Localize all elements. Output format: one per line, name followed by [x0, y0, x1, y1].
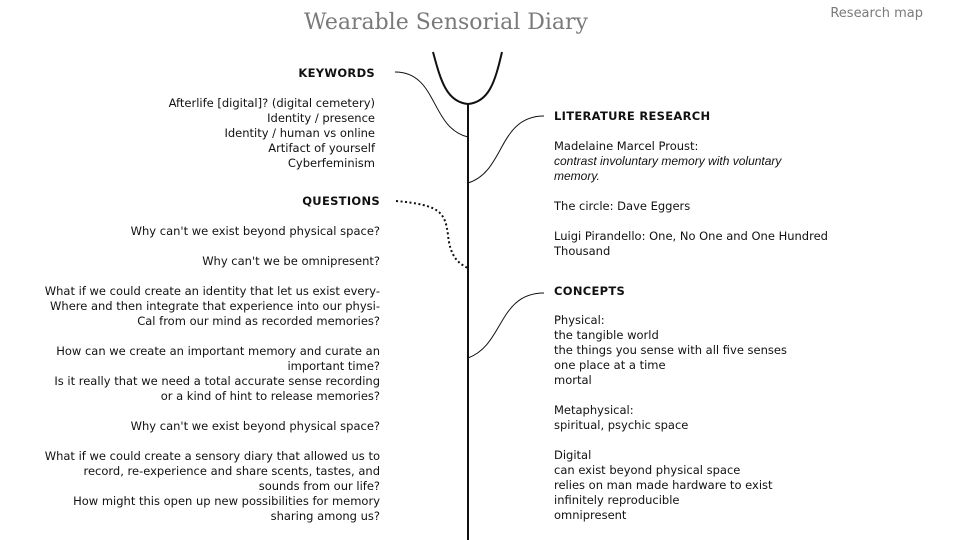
concept-metaphysical-line: spiritual, psychic space — [554, 418, 689, 432]
concepts-heading: CONCEPTS — [554, 284, 626, 298]
questions-list — [45, 224, 380, 524]
concept-physical-line: mortal — [554, 373, 592, 387]
literature-connector — [468, 116, 544, 183]
literature-proust-title: Madelaine Marcel Proust: — [554, 139, 699, 153]
literature-pirandello: Luigi Pirandello: One, No One and One Hundred — [554, 229, 828, 243]
concept-digital-line: infinitely reproducible — [554, 493, 680, 507]
concepts-connector — [468, 293, 544, 358]
question-line: Cal from our mind as recorded memories? — [137, 314, 380, 328]
keywords-connector — [395, 72, 468, 137]
keywords-list — [169, 96, 375, 171]
concept-digital-line: can exist beyond physical space — [554, 463, 741, 477]
keyword-item: Identity / presence — [267, 111, 375, 125]
concept-digital-line: relies on man made hardware to exist — [554, 478, 773, 492]
question-line: How can we create an important memory and curate an — [56, 344, 380, 358]
literature-pirandello: Thousand — [554, 244, 611, 258]
concepts-list — [554, 313, 787, 523]
page-title: Wearable Sensorial Diary — [304, 10, 588, 35]
keywords-heading: KEYWORDS — [298, 66, 375, 80]
concept-metaphysical-line: Metaphysical: — [554, 403, 634, 417]
question-line: sounds from our life? — [258, 479, 380, 493]
keyword-item: Afterlife [digital]? (digital cemetery) — [168, 96, 375, 110]
literature-eggers: The circle: Dave Eggers — [554, 199, 691, 213]
question-line: record, re-experience and share scents, tastes, and — [83, 464, 380, 478]
question-line: or a kind of hint to release memories? — [160, 389, 380, 403]
question-line: What if we could create an identity that let us exist every- — [44, 284, 380, 298]
question-line: Why can't we exist beyond physical space? — [130, 224, 380, 238]
question-line: sharing among us? — [270, 509, 380, 523]
keyword-item: Cyberfeminism — [287, 156, 375, 170]
concept-physical-line: the things you sense with all five senses — [554, 343, 787, 357]
concept-physical-line: one place at a time — [554, 358, 666, 372]
concept-physical-line: Physical: — [554, 313, 605, 327]
concept-digital-line: omnipresent — [554, 508, 627, 522]
literature-heading: LITERATURE RESEARCH — [554, 109, 711, 123]
question-line: Is it really that we need a total accurate sense recording — [54, 374, 380, 388]
concept-physical-line: the tangible world — [554, 328, 659, 342]
question-line: What if we could create a sensory diary that allowed us to — [44, 449, 380, 463]
y-fork — [433, 52, 502, 104]
questions-heading: QUESTIONS — [302, 194, 380, 208]
keyword-item: Identity / human vs online — [224, 126, 375, 140]
question-line: Why can't we exist beyond physical space? — [130, 419, 380, 433]
question-line: How might this open up new possibilities for memory — [73, 494, 380, 508]
research-map-label: Research map — [830, 6, 923, 21]
literature-proust-note: contrast involuntary memory with voluntary — [554, 154, 782, 168]
literature-proust-note: memory. — [554, 169, 600, 183]
literature-list — [554, 139, 828, 259]
question-line: Where and then integrate that experience into our physi- — [50, 299, 380, 313]
questions-connector — [396, 201, 468, 268]
keyword-item: Artifact of yourself — [268, 141, 375, 155]
concept-digital-line: Digital — [554, 448, 592, 462]
question-line: Why can't we be omnipresent? — [202, 254, 380, 268]
question-line: important time? — [287, 359, 380, 373]
